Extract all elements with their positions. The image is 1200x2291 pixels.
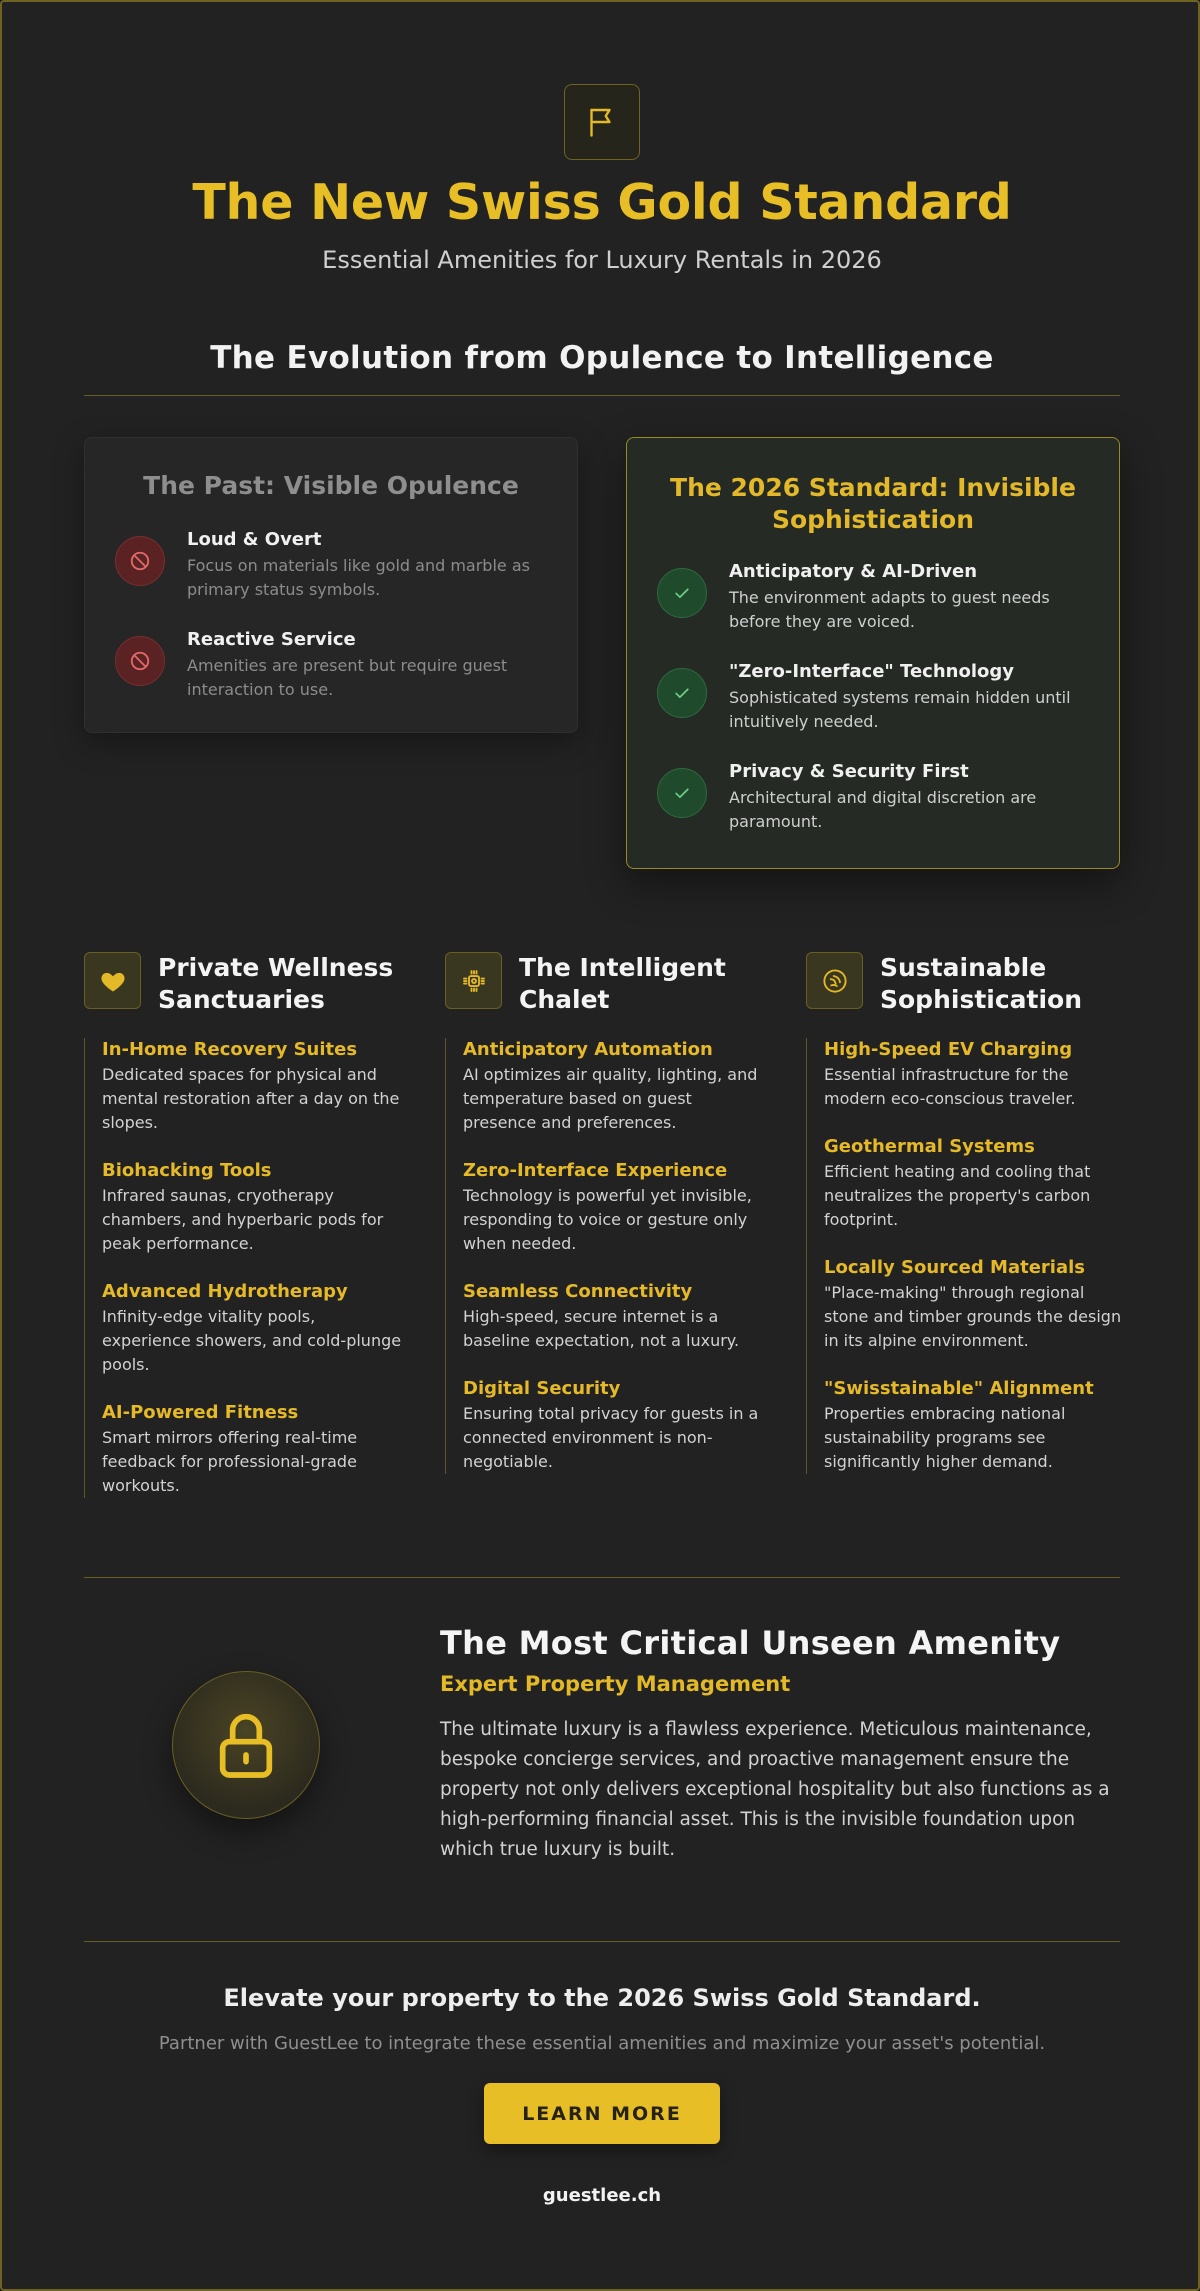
item-title: High-Speed EV Charging bbox=[824, 1039, 1073, 1060]
evolution-heading: The Evolution from Opulence to Intelligence bbox=[210, 340, 994, 376]
column-title: Private Wellness Sanctuaries bbox=[158, 953, 394, 1014]
past-item-title: Loud & Overt bbox=[187, 529, 322, 550]
past-item-title: Reactive Service bbox=[187, 629, 356, 650]
item-title: Geothermal Systems bbox=[824, 1136, 1035, 1157]
past-item bbox=[115, 628, 549, 702]
divider bbox=[84, 1577, 1120, 1578]
check-icon bbox=[657, 668, 707, 718]
item-desc: "Place-making" through regional stone and timber grounds the design in its alpine environment. bbox=[824, 1283, 1122, 1350]
standard-2026-card bbox=[626, 437, 1120, 869]
heart-icon bbox=[84, 952, 141, 1009]
divider bbox=[84, 1941, 1120, 1942]
past-item-desc: Amenities are present but require guest interaction to use. bbox=[187, 656, 508, 699]
list-item bbox=[463, 1377, 763, 1474]
lock-icon bbox=[172, 1671, 320, 1819]
item-desc: High-speed, secure internet is a baseline expectation, not a luxury. bbox=[463, 1307, 740, 1350]
page-subtitle: Essential Amenities for Luxury Rentals in 2026 bbox=[322, 246, 882, 274]
standard-item-title: Privacy & Security First bbox=[729, 761, 969, 782]
past-item bbox=[115, 528, 549, 602]
standard-item-title: "Zero-Interface" Technology bbox=[729, 661, 1014, 682]
learn-more-button[interactable]: LEARN MORE bbox=[484, 2083, 720, 2144]
cta-subtitle: Partner with GuestLee to integrate these essential amenities and maximize your asset's potential. bbox=[158, 2033, 1046, 2054]
item-title: "Swisstainable" Alignment bbox=[824, 1378, 1094, 1399]
list-item bbox=[102, 1401, 402, 1498]
list-item bbox=[102, 1038, 402, 1135]
list-item bbox=[463, 1038, 763, 1135]
standard-item bbox=[657, 760, 1091, 834]
item-title: In-Home Recovery Suites bbox=[102, 1039, 358, 1060]
list-item bbox=[102, 1159, 402, 1256]
column-list bbox=[84, 1038, 402, 1498]
prohibited-icon bbox=[115, 636, 165, 686]
item-title: Seamless Connectivity bbox=[463, 1281, 693, 1302]
check-icon bbox=[657, 768, 707, 818]
leaf-circle-icon bbox=[806, 952, 863, 1009]
item-desc: Smart mirrors offering real-time feedback for professional-grade workouts. bbox=[102, 1428, 358, 1495]
list-item bbox=[102, 1280, 402, 1377]
list-item bbox=[824, 1377, 1124, 1474]
critical-amenity-subtitle: Expert Property Management bbox=[440, 1672, 791, 1696]
list-item bbox=[463, 1159, 763, 1256]
cta-title: Elevate your property to the 2026 Swiss Gold Standard. bbox=[223, 1984, 981, 2012]
divider bbox=[84, 395, 1120, 396]
item-title: Advanced Hydrotherapy bbox=[102, 1281, 348, 1302]
item-desc: Properties embracing national sustainability programs see significantly higher demand. bbox=[824, 1404, 1066, 1471]
prohibited-icon bbox=[115, 536, 165, 586]
standard-item-desc: The environment adapts to guest needs before they are voiced. bbox=[729, 588, 1050, 631]
column-list bbox=[806, 1038, 1124, 1474]
item-desc: Infrared saunas, cryotherapy chambers, and hyperbaric pods for peak performance. bbox=[102, 1186, 384, 1253]
standard-card-title: The 2026 Standard: Invisible Sophistication bbox=[670, 473, 1076, 534]
list-item bbox=[824, 1256, 1124, 1353]
critical-amenity-title: The Most Critical Unseen Amenity bbox=[440, 1624, 1061, 1662]
past-card bbox=[84, 437, 578, 733]
item-desc: Dedicated spaces for physical and mental restoration after a day on the slopes. bbox=[102, 1065, 400, 1132]
list-item bbox=[463, 1280, 763, 1353]
flag-icon bbox=[564, 84, 640, 160]
item-title: Digital Security bbox=[463, 1378, 621, 1399]
list-item bbox=[824, 1038, 1124, 1111]
past-card-title: The Past: Visible Opulence bbox=[143, 471, 519, 500]
standard-item bbox=[657, 560, 1091, 634]
item-desc: Infinity-edge vitality pools, experience showers, and cold-plunge pools. bbox=[102, 1307, 402, 1374]
column-title: Sustainable Sophistication bbox=[880, 953, 1083, 1014]
item-title: Zero-Interface Experience bbox=[463, 1160, 728, 1181]
item-desc: Ensuring total privacy for guests in a connected environment is non-negotiable. bbox=[463, 1404, 759, 1471]
standard-item-desc: Sophisticated systems remain hidden until intuitively needed. bbox=[729, 688, 1071, 731]
item-title: Anticipatory Automation bbox=[463, 1039, 713, 1060]
item-title: AI-Powered Fitness bbox=[102, 1402, 299, 1423]
standard-item-title: Anticipatory & AI-Driven bbox=[729, 561, 978, 582]
column-title: The Intelligent Chalet bbox=[519, 953, 726, 1014]
standard-item-desc: Architectural and digital discretion are paramount. bbox=[729, 788, 1037, 831]
list-item bbox=[824, 1135, 1124, 1232]
item-desc: Technology is powerful yet invisible, responding to voice or gesture only when needed. bbox=[463, 1186, 752, 1253]
critical-amenity-body: The ultimate luxury is a flawless experience. Meticulous maintenance, bespoke concierge services, and proactive management ensure the property not only delivers exceptional hospitality but also functions as a high-performing financial asset. This is the invisible foundation upon which true luxury is built. bbox=[440, 1719, 1110, 1860]
page-title: The New Swiss Gold Standard bbox=[192, 174, 1012, 231]
item-title: Locally Sourced Materials bbox=[824, 1257, 1085, 1278]
item-desc: Efficient heating and cooling that neutralizes the property's carbon footprint. bbox=[824, 1162, 1091, 1229]
column-list bbox=[445, 1038, 763, 1474]
item-desc: Essential infrastructure for the modern eco-conscious traveler. bbox=[824, 1065, 1076, 1108]
website-link[interactable]: guestlee.ch bbox=[542, 2185, 662, 2206]
past-item-desc: Focus on materials like gold and marble as primary status symbols. bbox=[187, 556, 530, 599]
check-icon bbox=[657, 568, 707, 618]
standard-item bbox=[657, 660, 1091, 734]
chip-icon bbox=[445, 952, 502, 1009]
item-title: Biohacking Tools bbox=[102, 1160, 272, 1181]
item-desc: AI optimizes air quality, lighting, and temperature based on guest presence and preferences. bbox=[463, 1065, 758, 1132]
